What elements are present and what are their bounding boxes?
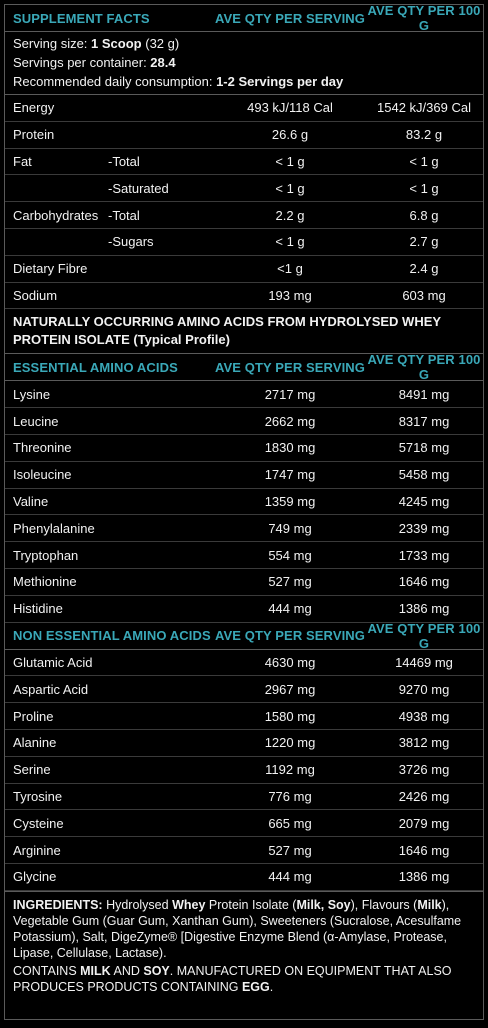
serving-line [13, 53, 475, 72]
nutrient-per100: 83.2 g [405, 127, 443, 143]
amino-serving: 1220 mg [264, 735, 316, 751]
serving-label: Recommended daily consumption: [13, 74, 217, 89]
amino-serving: 776 mg [268, 788, 312, 804]
ingredients-segment: ), Vegetable Gum (Guar Gum, Xanthan Gum), Sweeteners (Sucralose, Acesulfame Potassium), Salt, DigeZyme® [Digestive Enzyme Blend (α-Amylase, Protease, Lipase, Cellulase, Lactase). [13, 897, 462, 960]
non-essential-title: NON ESSENTIAL AMINO ACIDS [13, 628, 211, 644]
nutrient-row [5, 283, 483, 310]
amino-serving: 1359 mg [264, 493, 316, 509]
amino-name: Arginine [13, 842, 61, 858]
amino-per100: 14469 mg [395, 654, 453, 670]
amino-row [5, 381, 483, 408]
essential-amino-table [5, 381, 483, 622]
nutrient-per100: < 1 g [409, 180, 439, 196]
header-col-100g: AVE QTY PER 100 G [367, 3, 481, 33]
nutrient-serving: 2.2 g [275, 207, 305, 223]
amino-serving: 1580 mg [264, 708, 316, 724]
nutrient-name: Carbohydrates [13, 207, 99, 223]
serving-value: 1 Scoop [91, 36, 142, 51]
amino-acids-title: NATURALLY OCCURRING AMINO ACIDS FROM HYDROLYSED WHEY PROTEIN ISOLATE (Typical Profile) [5, 309, 483, 354]
header-title: SUPPLEMENT FACTS [13, 10, 150, 26]
essential-col-100g: AVE QTY PER 100 G [367, 352, 481, 383]
amino-per100: 1646 mg [398, 574, 450, 590]
non-essential-amino-table [5, 650, 483, 891]
amino-per100: 8491 mg [398, 386, 450, 402]
nutrient-per100: 6.8 g [409, 207, 439, 223]
nutrient-per100: 2.4 g [409, 261, 439, 277]
amino-row [5, 650, 483, 677]
amino-serving: 1192 mg [265, 762, 315, 778]
amino-name: Tryptophan [13, 547, 79, 563]
ingredients-segment: INGREDIENTS: [13, 897, 103, 912]
amino-serving: 444 mg [268, 869, 312, 885]
ingredients-segment: Protein Isolate ( [205, 897, 297, 912]
amino-per100: 2079 mg [398, 815, 450, 831]
amino-serving: 4630 mg [264, 654, 316, 670]
amino-serving: 527 mg [268, 842, 312, 858]
amino-row [5, 703, 483, 730]
nutrient-serving: 26.6 g [271, 127, 309, 143]
amino-serving: 749 mg [268, 520, 312, 536]
nutrient-name: Energy [13, 100, 55, 116]
nutrient-sub: -Saturated [108, 180, 169, 196]
amino-row [5, 864, 483, 891]
ingredients-segment: Whey [172, 897, 206, 912]
allergens-segment: . [269, 979, 274, 994]
amino-name: Lysine [13, 386, 51, 402]
amino-serving: 665 mg [268, 815, 312, 831]
amino-serving: 444 mg [268, 601, 312, 617]
nutrient-per100: 2.7 g [409, 234, 439, 250]
nutrient-serving: < 1 g [275, 234, 305, 250]
nutrient-serving: < 1 g [275, 180, 305, 196]
amino-row [5, 757, 483, 784]
amino-per100: 4245 mg [398, 493, 450, 509]
amino-per100: 1386 mg [398, 869, 450, 885]
nutrient-row [5, 95, 483, 122]
allergens-segment: MILK [80, 963, 111, 978]
amino-row [5, 730, 483, 757]
amino-row [5, 810, 483, 837]
nutrient-name: Protein [13, 127, 55, 143]
amino-per100: 5718 mg [398, 440, 450, 456]
allergen-statement [13, 963, 475, 995]
amino-serving: 1830 mg [264, 440, 316, 456]
amino-per100: 1386 mg [398, 601, 450, 617]
amino-per100: 1733 mg [398, 547, 450, 563]
ingredients-segment: Hydrolysed [102, 897, 173, 912]
amino-row [5, 676, 483, 703]
nutrient-name: Sodium [13, 287, 58, 303]
nutrient-row [5, 229, 483, 256]
nutrient-per100: < 1 g [409, 153, 439, 169]
amino-name: Serine [13, 762, 51, 778]
allergens-segment: EGG [241, 979, 270, 994]
supplement-facts-panel [4, 4, 484, 1020]
serving-value: 1-2 Servings per day [216, 74, 344, 89]
serving-line [13, 34, 475, 53]
ingredients-footer [5, 891, 483, 1002]
amino-name: Alanine [13, 735, 57, 751]
amino-serving: 1747 mg [264, 467, 316, 483]
essential-amino-header [5, 354, 483, 381]
essential-col-serving: AVE QTY PER SERVING [215, 359, 365, 375]
amino-per100: 3812 mg [398, 735, 450, 751]
non-essential-col-100g: AVE QTY PER 100 G [367, 620, 481, 651]
allergens-segment: . MANUFACTURED ON EQUIPMENT THAT ALSO PRODUCES PRODUCTS CONTAINING [13, 963, 452, 994]
amino-row [5, 837, 483, 864]
amino-serving: 2967 mg [264, 681, 316, 697]
amino-name: Phenylalanine [13, 520, 95, 536]
essential-title: ESSENTIAL AMINO ACIDS [13, 359, 178, 375]
amino-serving: 527 mg [268, 574, 312, 590]
amino-name: Tyrosine [13, 788, 63, 804]
amino-name: Methionine [13, 574, 77, 590]
allergens-segment: CONTAINS [13, 963, 81, 978]
nutrient-row [5, 122, 483, 149]
nutrient-serving: <1 g [277, 261, 303, 277]
amino-serving: 554 mg [268, 547, 312, 563]
serving-label: Servings per container: [13, 55, 151, 70]
nutrient-serving: < 1 g [275, 153, 305, 169]
nutrient-sub: -Sugars [108, 234, 154, 250]
nutrient-table [5, 95, 483, 309]
ingredients-segment: Milk [417, 897, 442, 912]
nutrient-serving: 193 mg [268, 287, 312, 303]
amino-row [5, 435, 483, 462]
amino-name: Proline [13, 708, 54, 724]
nutrient-name: Dietary Fibre [13, 261, 88, 277]
amino-name: Aspartic Acid [13, 681, 89, 697]
allergens-segment: SOY [143, 963, 170, 978]
allergens-segment: AND [110, 963, 144, 978]
amino-per100: 2426 mg [398, 788, 450, 804]
amino-name: Isoleucine [13, 467, 72, 483]
ingredients-segment: ), Flavours ( [350, 897, 418, 912]
nutrient-row [5, 149, 483, 176]
serving-suffix: (32 g) [141, 36, 180, 51]
amino-row [5, 462, 483, 489]
serving-info [5, 32, 483, 95]
amino-per100: 9270 mg [398, 681, 450, 697]
nutrient-per100: 603 mg [402, 287, 446, 303]
nutrient-row [5, 202, 483, 229]
amino-row [5, 542, 483, 569]
amino-name: Histidine [13, 601, 63, 617]
nutrient-per100: 1542 kJ/369 Cal [377, 100, 471, 116]
amino-per100: 8317 mg [398, 413, 450, 429]
amino-per100: 5458 mg [398, 467, 450, 483]
nutrient-serving: 493 kJ/118 Cal [247, 100, 333, 116]
non-essential-amino-header [5, 620, 483, 651]
amino-row [5, 784, 483, 811]
serving-line [13, 72, 475, 91]
amino-serving: 2717 mg [264, 386, 316, 402]
amino-per100: 2339 mg [398, 520, 450, 536]
nutrient-row [5, 256, 483, 283]
nutrient-sub: -Total [108, 207, 140, 223]
amino-name: Threonine [13, 440, 72, 456]
supplement-facts-header [5, 5, 483, 32]
amino-per100: 1646 mg [398, 842, 450, 858]
nutrient-row [5, 175, 483, 202]
amino-name: Leucine [13, 413, 59, 429]
ingredients-text [13, 897, 475, 961]
amino-row [5, 596, 483, 623]
non-essential-col-serving: AVE QTY PER SERVING [215, 628, 365, 644]
amino-name: Valine [13, 493, 49, 509]
serving-value: 28.4 [150, 55, 176, 70]
nutrient-name: Fat [13, 153, 32, 169]
amino-row [5, 489, 483, 516]
amino-row [5, 408, 483, 435]
amino-name: Cysteine [13, 815, 64, 831]
amino-row [5, 569, 483, 596]
header-col-serving: AVE QTY PER SERVING [215, 10, 365, 26]
ingredients-segment: Milk, Soy [296, 897, 351, 912]
amino-name: Glutamic Acid [13, 654, 93, 670]
amino-per100: 4938 mg [398, 708, 450, 724]
amino-serving: 2662 mg [264, 413, 316, 429]
amino-per100: 3726 mg [398, 762, 450, 778]
nutrient-sub: -Total [108, 153, 140, 169]
amino-name: Glycine [13, 869, 57, 885]
amino-row [5, 515, 483, 542]
serving-label: Serving size: [13, 36, 92, 51]
